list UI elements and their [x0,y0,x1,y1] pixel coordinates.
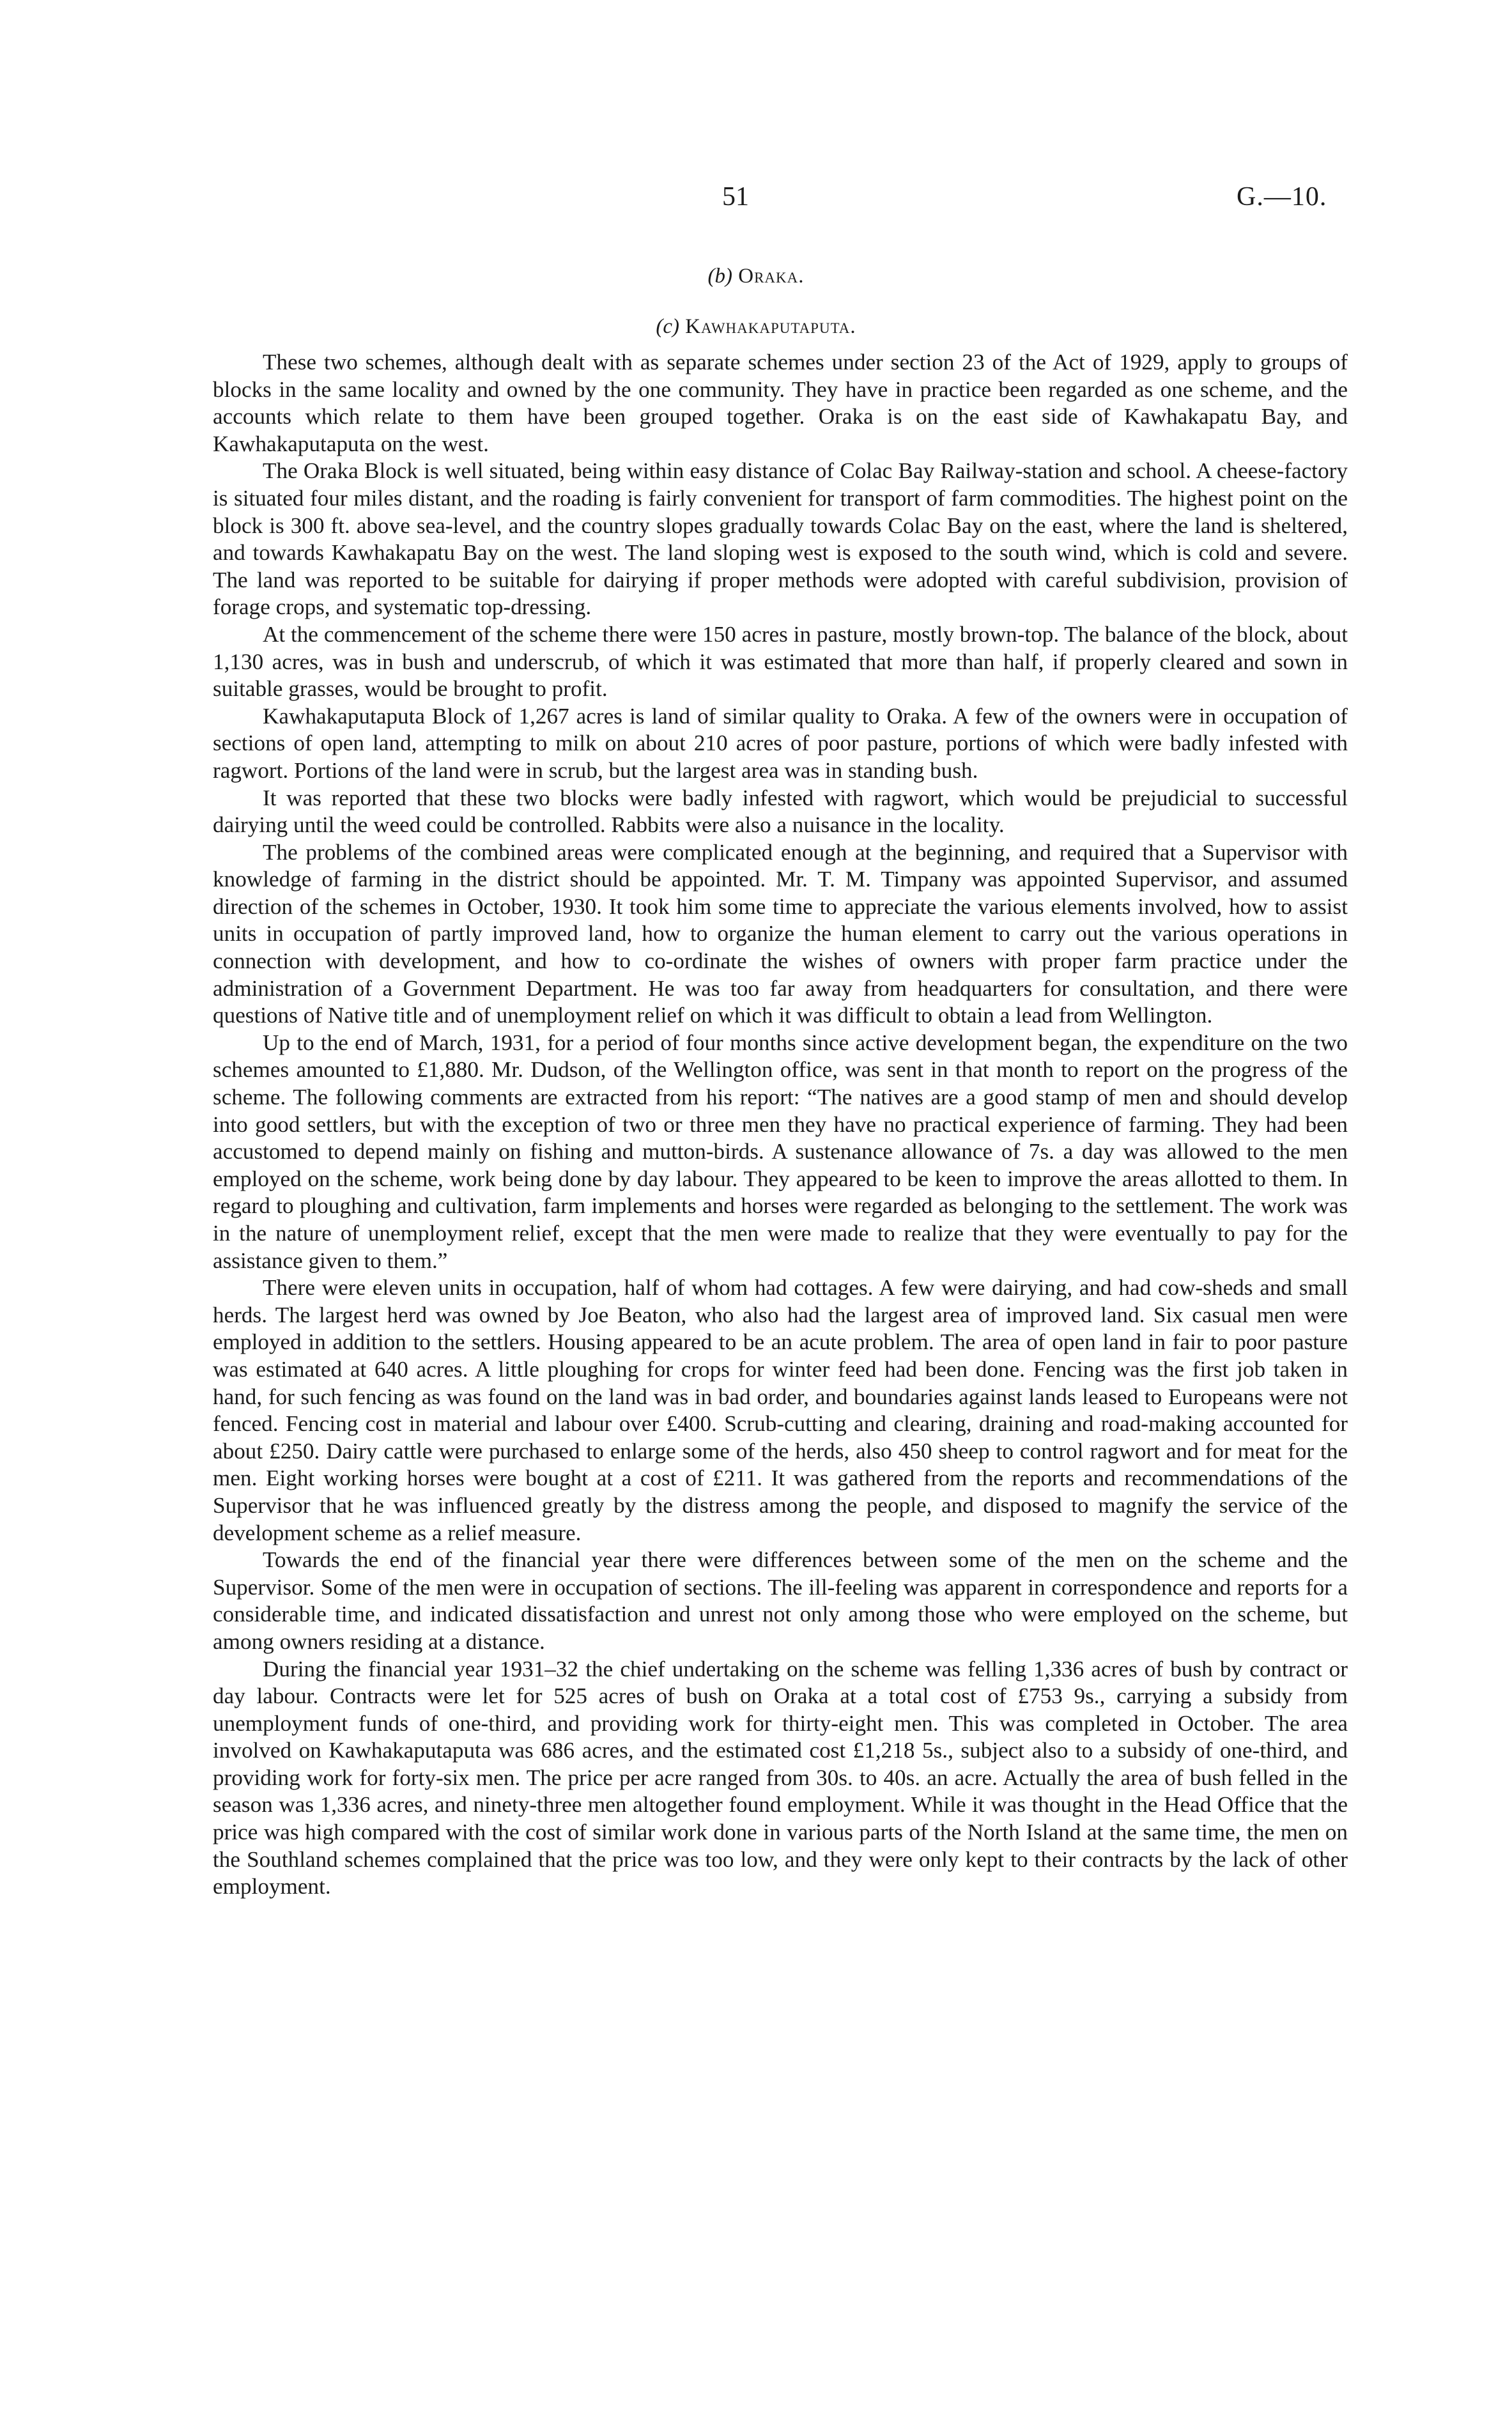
body-text [213,349,1348,1901]
section-heading-kawhakaputaputa [0,314,1512,339]
paragraph: There were eleven units in occupation, half of whom had cottages. A few were dairying, and had cow-sheds and small herds. The largest herd was owned by Joe Beaton, who also had the largest area of improved land. Six casual men were employed in addition to the settlers. Housing appeared to be an acute problem. The area of open land in fair to poor pasture was estimated at 640 acres. A little ploughing for crops for winter feed had been done. Fencing was the first job taken in hand, for such fencing as was found on the land was in bad order, and boundaries against lands leased to Europeans were not fenced. Fencing cost in material and labour over £400. Scrub-cutting and clearing, draining and road-making accounted for about £250. Dairy cattle were purchased to enlarge some of the herds, also 450 sheep to control ragwort and for meat for the men. Eight working horses were bought at a cost of £211. It was gathered from the reports and recommendations of the Supervisor that he was influenced greatly by the distress among the people, and disposed to magnify the service of the development scheme as a relief measure. [213,1275,1348,1545]
paragraph: The Oraka Block is well situated, being within easy distance of Colac Bay Railway-station and school. A cheese-factory is situated four miles distant, and the roading is fairly convenient for transport of farm commodities. The highest point on the block is 300 ft. above sea-level, and the country slopes gradually towards Colac Bay on the east, where the land is sheltered, and towards Kawhakapatu Bay on the west. The land sloping west is exposed to the south wind, which is cold and severe. The land was reported to be suitable for dairying if proper methods were adopted with careful subdivision, provision of forage crops, and systematic top-dressing. [213,458,1348,620]
section-heading-title: Oraka. [738,265,805,288]
paragraph: Towards the end of the financial year there were differences between some of the men on the scheme and the Supervisor. Some of the men were in occupation of sections. The ill-feeling was apparent in correspondence and reports for a considerable time, and indicated dissatisfaction and unrest not only among those who were employed on the scheme, but among owners residing at a distance. [213,1547,1348,1654]
section-heading-prefix: (c) [656,315,679,338]
section-heading-prefix: (b) [707,265,732,288]
paragraph: During the financial year 1931–32 the chief undertaking on the scheme was felling 1,336 acres of bush by contract or day labour. Contracts were let for 525 acres of bush on Oraka at a total cost of £753 9s., carrying a subsidy from unemployment funds of one-third, and providing work for thirty-eight men. This was completed in October. The area involved on Kawhakaputaputa was 686 acres, and the estimated cost £1,218 5s., subject also to a subsidy of one-third, and providing work for forty-six men. The price per acre ranged from 30s. to 40s. an acre. Actually the area of bush felled in the season was 1,336 acres, and ninety-three men altogether found employment. While it was thought in the Head Office that the price was high compared with the cost of similar work done in various parts of the North Island at the same time, the men on the Southland schemes complained that the price was too low, and they were only kept to their contracts by the lack of other employment. [213,1656,1348,1899]
paragraph: It was reported that these two blocks were badly infested with ragwort, which would be prejudicial to successful dairying until the weed could be controlled. Rabbits were also a nuisance in the locality. [213,785,1348,838]
section-heading-oraka [0,263,1512,289]
section-heading-title: Kawhakaputaputa. [685,315,856,338]
document-reference: G.—10. [1237,182,1327,212]
paragraph: The problems of the combined areas were complicated enough at the beginning, and required that a Supervisor with knowledge of farming in the district should be appointed. Mr. T. M. Timpany was appointed Supervisor, and assumed direction of the schemes in October, 1930. It took him some time to appreciate the various elements involved, how to assist units in occupation of partly improved land, how to organize the human element to carry out the various operations in connection with development, and how to co-ordinate the wishes of owners with proper farm practice under the administration of a Government Department. He was too far away from headquarters for consultation, and there were questions of Native title and of unemployment relief on which it was difficult to obtain a lead from Wellington. [213,839,1348,1028]
paragraph: Up to the end of March, 1931, for a period of four months since active development began, the expenditure on the two schemes amounted to £1,880. Mr. Dudson, of the Wellington office, was sent in that month to report on the progress of the scheme. The following comments are extracted from his report: “The natives are a good stamp of men and should develop into good settlers, but with the exception of two or three men they have no practical experience of farming. They had been accustomed to depend mainly on fishing and mutton-birds. A sustenance allowance of 7s. a day was allowed to the men employed on the scheme, work being done by day labour. They appeared to be keen to improve the areas allotted to them. In regard to ploughing and cultivation, farm implements and horses were regarded as belonging to the settlement. The work was in the nature of unemployment relief, except that the men were made to realize that they were eventually to pay for the assistance given to them.” [213,1030,1348,1273]
page-number: 51 [722,182,749,212]
paragraph: These two schemes, although dealt with as separate schemes under section 23 of the Act of 1929, apply to groups of blocks in the same locality and owned by the one community. They have in practice been regarded as one scheme, and the accounts which relate to them have been grouped together. Oraka is on the east side of Kawhakapatu Bay, and Kawhakaputaputa on the west. [213,350,1348,456]
paragraph: At the commencement of the scheme there were 150 acres in pasture, mostly brown-top. The balance of the block, about 1,130 acres, was in bush and underscrub, of which it was estimated that more than half, if properly cleared and sown in suitable grasses, would be brought to profit. [213,621,1348,702]
paragraph: Kawhakaputaputa Block of 1,267 acres is land of similar quality to Oraka. A few of the owners were in occupation of sections of open land, attempting to milk on about 210 acres of poor pasture, portions of which were badly infested with ragwort. Portions of the land were in scrub, but the largest area was in standing bush. [213,703,1348,783]
